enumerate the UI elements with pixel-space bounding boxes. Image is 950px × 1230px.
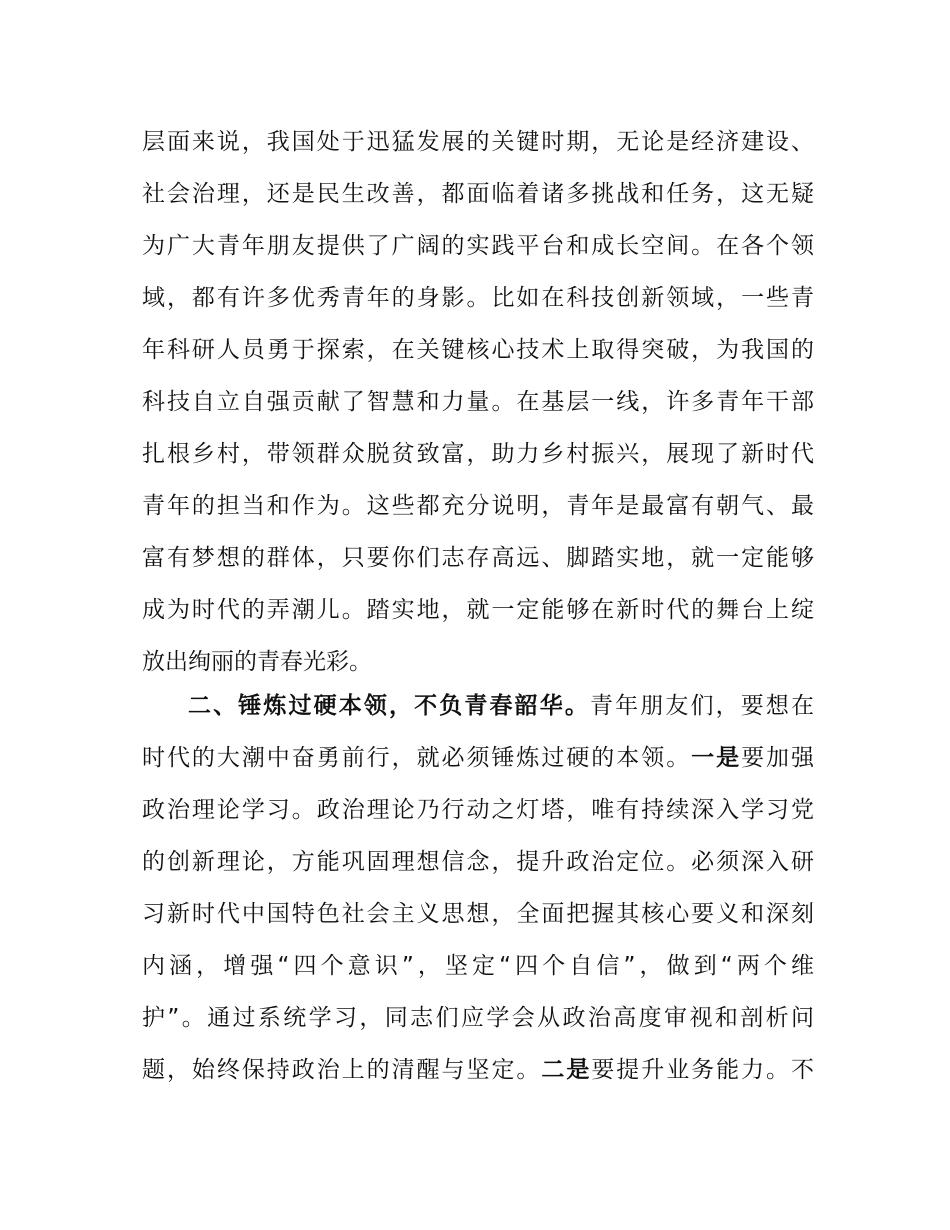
text-line: 内涵，增强“四个意识”，坚定“四个自信”，做到“两个维	[142, 953, 814, 979]
text-line: 放出绚丽的青春光彩。	[142, 649, 372, 675]
text-run: 青年朋友们，要想在	[590, 693, 814, 719]
text-run: 要提升业务能力。不	[591, 1057, 815, 1083]
text-line: 年科研人员勇于探索，在关键核心技术上取得突破，为我国的	[142, 337, 814, 363]
text-line	[142, 732, 814, 784]
text-line: 成为时代的弄潮儿。踏实地，就一定能够在新时代的舞台上绽	[142, 597, 814, 623]
text-line: 科技自立自强贡献了智慧和力量。在基层一线，许多青年干部	[142, 389, 814, 415]
paragraph-youth-opportunities	[142, 116, 814, 688]
paragraph-skills-section	[142, 680, 814, 1096]
text-line	[142, 1044, 814, 1096]
text-line: 域，都有许多优秀青年的身影。比如在科技创新领域，一些青	[142, 285, 814, 311]
text-line: 青年的担当和作为。这些都充分说明，青年是最富有朝气、最	[142, 493, 814, 519]
text-line: 层面来说，我国处于迅猛发展的关键时期，无论是经济建设、	[142, 129, 814, 155]
text-line: 为广大青年朋友提供了广阔的实践平台和成长空间。在各个领	[142, 233, 814, 259]
text-line: 的创新理论，方能巩固理想信念，提升政治定位。必须深入研	[142, 849, 814, 875]
point-marker-first: 一是	[691, 745, 742, 771]
text-line: 护”。通过系统学习，同志们应学会从政治高度审视和剖析问	[142, 1005, 814, 1031]
text-line	[142, 680, 814, 732]
text-run: 时代的大潮中奋勇前行，就必须锤炼过硬的本领。	[142, 745, 692, 771]
text-run: 题，始终保持政治上的清醒与坚定。	[142, 1057, 542, 1083]
text-line: 习新时代中国特色社会主义思想，全面把握其核心要义和深刻	[142, 901, 814, 927]
text-line: 政治理论学习。政治理论乃行动之灯塔，唯有持续深入学习党	[142, 797, 814, 823]
text-line: 富有梦想的群体，只要你们志存高远、脚踏实地，就一定能够	[142, 545, 814, 571]
section-heading: 二、锤炼过硬本领，不负青春韶华。	[188, 693, 590, 719]
text-run: 要加强	[741, 745, 815, 771]
point-marker-second: 二是	[541, 1057, 592, 1083]
text-line: 社会治理，还是民生改善，都面临着诸多挑战和任务，这无疑	[142, 181, 814, 207]
text-line: 扎根乡村，带领群众脱贫致富，助力乡村振兴，展现了新时代	[142, 441, 814, 467]
